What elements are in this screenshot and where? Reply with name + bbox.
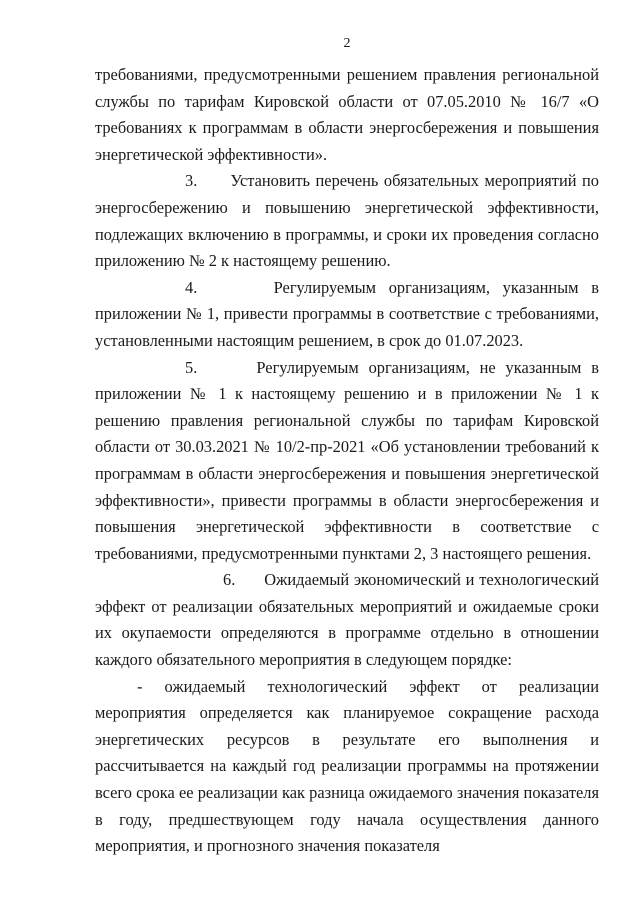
paragraph-6-dash-item: - ожидаемый технологический эффект от реализации мероприятия определяется как планируемое сокращение расхода энергетических ресурсов в результате его выполнения и рассчитывается на каждый год реализации программы на протяжении всего срока ее реализации как разница ожидаемого значения показателя в году, предшествующем году начала осуществления данного мероприятия, и прогнозного значения показателя — [95, 676, 599, 856]
paragraph-3 — [95, 168, 599, 274]
paragraph-6-number: 6. — [223, 570, 236, 590]
paragraph-5-text: Регулируемым организациям, не указанным в приложении № 1 к настоящему решению и в приложении № 1 к решению правления региональной службы по тарифам Кировской области от 30.03.2021 № 10/2-пр-2021 «Об установлении требований к программам в области энергосбережения и повышения энергетической эффективности», привести программы в области энергосбережения и повышения энергетической эффективности в соответствие с требованиями, предусмотренными пунктами 2, 3 настоящего решения. — [95, 357, 599, 563]
paragraph-4 — [95, 275, 599, 355]
paragraph-6-text: Ожидаемый экономический и технологический эффект от реализации обязательных мероприятий и ожидаемые сроки их окупаемости определяются в программе отдельно в отношении каждого обязательного мероприятия в следующем порядке: — [95, 570, 599, 670]
paragraph-3-number: 3. — [185, 171, 198, 191]
paragraph-4-text: Регулируемым организациям, указанным в приложении № 1, привести программы в соответствие с требованиями, установленными настоящим решением, в срок до 01.07.2023. — [95, 277, 599, 350]
document-body — [95, 62, 599, 860]
paragraph-5 — [95, 355, 599, 568]
paragraph-3-text: Установить перечень обязательных мероприятий по энергосбережению и повышению энергетической эффективности, подлежащих включению в программы, и сроки их проведения согласно приложению № 2 к настоящему решению. — [95, 171, 599, 271]
paragraph-5-number: 5. — [185, 357, 198, 377]
paragraph-4-number: 4. — [185, 277, 198, 297]
paragraph-6 — [95, 567, 599, 673]
page-number: 2 — [343, 36, 351, 51]
paragraph-continuation: требованиями, предусмотренными решением правления региональной службы по тарифам Кировской области от 07.05.2010 № 16/7 «О требованиях к программам в области энергосбережения и повышения энергетической эффективности». — [95, 65, 599, 164]
